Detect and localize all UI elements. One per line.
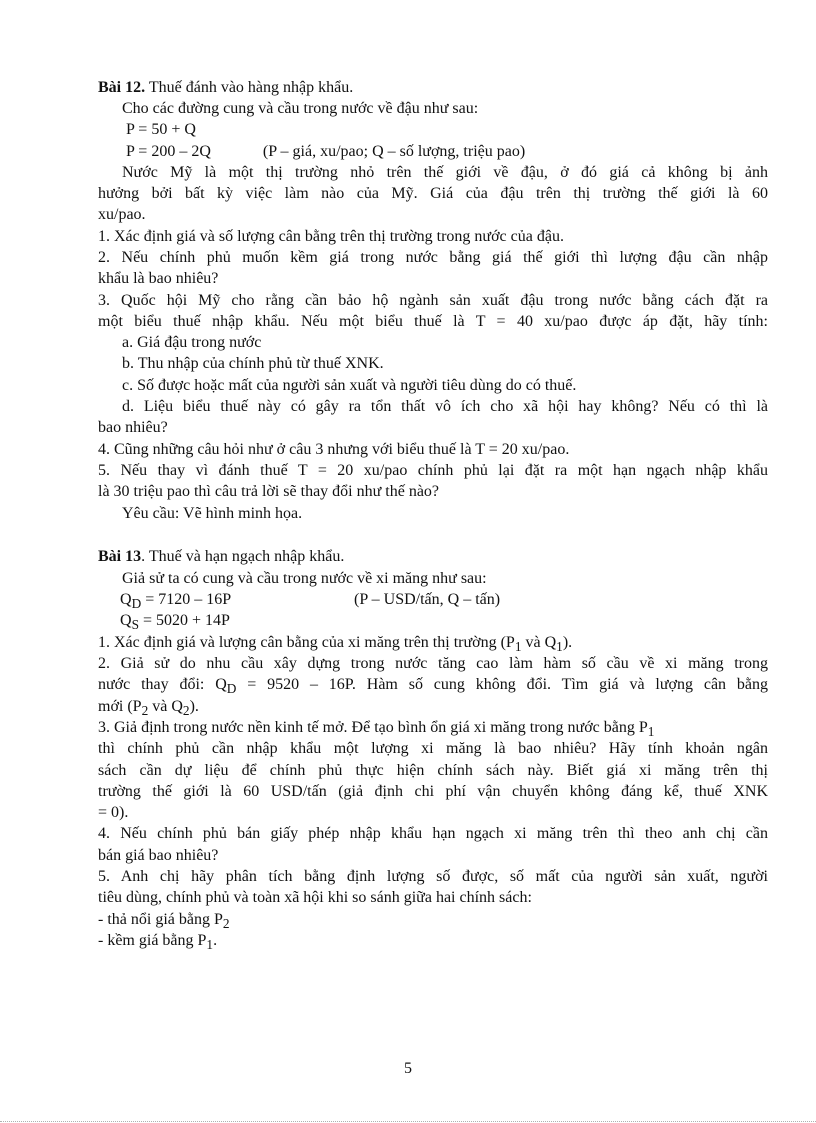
exercise-12-paragraph-line: xu/pao. [98,206,146,223]
exercise-13-question-2: 2. Giả sử do nhu cầu xây dựng trong nước tăng cao làm hàm số cầu về xi măng trong [98,655,768,672]
exercise-13-question-4-cont: bán giá bao nhiêu? [98,847,219,864]
policy-option-cap: - kềm giá bằng $P_1$. [98,932,218,953]
exercise-13-question-2-cont: mới ($P_2$ và $Q_2$). [98,698,199,719]
page-number: 5 [404,1060,412,1077]
exercise-12-question-1: 1. Xác định giá và số lượng cân bằng trên thị trường trong nước của đậu. [98,228,564,245]
exercise-12-question-3c: c. Số được hoặc mất của người sản xuất và người tiêu dùng do có thuế. [122,377,577,394]
exercise-12-question-3: 3. Quốc hội Mỹ cho rằng cần bảo hộ ngành sản xuất đậu trong nước bằng cách đặt ra [98,292,768,309]
supply-function: $Q_S = 5020 + 14P$ [120,612,230,633]
exercise-13-question-5-cont: tiêu dùng, chính phủ và toàn xã hội khi so sánh giữa hai chính sách: [98,889,532,906]
exercise-12-question-3-cont: một biểu thuế nhập khẩu. Nếu một biểu thuế là T = 40 xu/pao được áp đặt, hãy tính: [98,313,768,330]
exercise-12-question-2: 2. Nếu chính phủ muốn kềm giá trong nước bằng giá thế giới thì lượng đậu cần nhập [98,249,768,266]
footer-divider [0,1121,816,1122]
exercise-12-requirement: Yêu cầu: Vẽ hình minh họa. [122,505,303,522]
exercise-13-question-3: 3. Giả định trong nước nền kinh tế mở. Để tạo bình ổn giá xi măng trong nước bằng $P_1$ [98,719,655,740]
policy-option-float: - thả nổi giá bằng $P_2$ [98,911,230,932]
exercise-13-intro: Giả sử ta có cung và cầu trong nước về xi măng như sau: [122,570,487,587]
exercise-12-intro: Cho các đường cung và cầu trong nước về đậu như sau: [122,100,479,117]
exercise-12-question-3d-cont: bao nhiêu? [98,419,168,436]
exercise-12-question-2-cont: khẩu là bao nhiêu? [98,270,219,287]
exercise-12-question-4: 4. Cũng những câu hỏi như ở câu 3 nhưng với biểu thuế là T = 20 xu/pao. [98,441,570,458]
exercise-13-question-4: 4. Nếu chính phủ bán giấy phép nhập khẩu hạn ngạch xi măng trên thì theo anh chị cần [98,825,768,842]
exercise-13-question-3-cont: sách cần dự liệu để chính phủ thực hiện chính sách này. Biết giá xi măng trên thị [98,762,768,779]
exercise-12-question-5-cont: là 30 triệu pao thì câu trả lời sẽ thay đổi như thế nào? [98,483,440,500]
exercise-12-paragraph-line: hưởng bởi bất kỳ việc làm nào của Mỹ. Giá của đậu trên thị trường thế giới là 60 [98,185,768,202]
supply-equation: P = 50 + Q [126,121,196,138]
exercise-13-question-1: 1. Xác định giá và lượng cân bằng của xi măng trên thị trường ($P_1$ và $Q_1$). [98,634,573,655]
exercise-12-question-5: 5. Nếu thay vì đánh thuế T = 20 xu/pao chính phủ lại đặt ra một hạn ngạch nhập khẩu [98,462,768,479]
exercise-12-paragraph-line: Nước Mỹ là một thị trường nhỏ trên thế giới về đậu, ở đó giá cả không bị ảnh [122,164,768,181]
exercise-13-question-3-cont: = 0). [98,804,129,821]
demand-equation: P = 200 – 2Q (P – giá, xu/pao; Q – số lượng, triệu pao) [126,143,526,160]
demand-function: $Q_D = 7120 - 16P$ (P – USD/tấn, Q – tấn) [120,591,501,612]
exercise-13-question-5: 5. Anh chị hãy phân tích bằng định lượng số được, số mất của người sản xuất, người [98,868,768,885]
exercise-13-question-3-cont: trường thế giới là 60 USD/tấn (giả định chi phí vận chuyển không đáng kể, thuế XNK [98,783,768,800]
exercise-13-question-3-cont: thì chính phủ cần nhập khẩu một lượng xi măng là bao nhiêu? Hãy tính khoản ngân [98,740,768,757]
exercise-12-question-3b: b. Thu nhập của chính phủ từ thuế XNK. [122,355,384,372]
exercise-13-title: Bài 13. Thuế và hạn ngạch nhập khẩu. [98,548,345,565]
exercise-12-question-3a: a. Giá đậu trong nước [122,334,262,351]
exercise-12-question-3d: d. Liệu biểu thuế này có gây ra tổn thất vô ích cho xã hội hay không? Nếu có thì là [122,398,768,415]
exercise-13-question-2-cont: nước thay đổi: $Q_D = 9520 - 16P$. Hàm số cung không đổi. Tìm giá và lượng cân bằng [98,676,768,697]
exercise-12-title: Bài 12. Thuế đánh vào hàng nhập khẩu. [98,79,354,96]
